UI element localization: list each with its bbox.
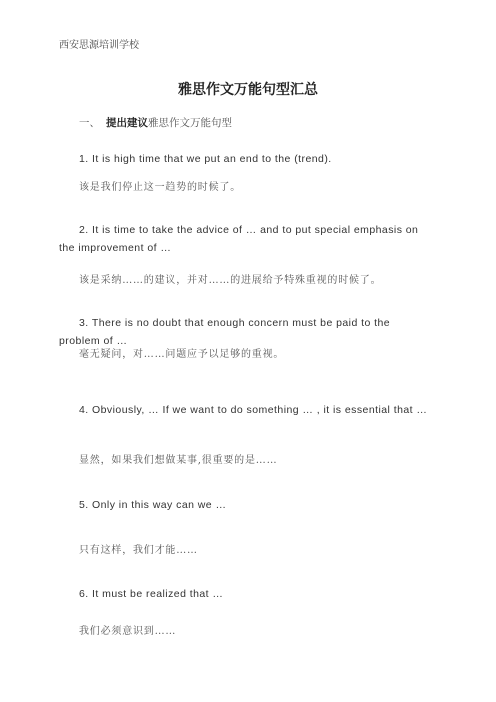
sentence-zh-1: 该是我们停止这一趋势的时候了。 [79,182,241,193]
page-title: 雅思作文万能句型汇总 [178,82,318,98]
section-number: 一、 [79,117,100,129]
section-subtitle: 雅思作文万能句型 [148,117,232,129]
section-heading [79,115,232,130]
page-header: 西安思源培训学校 [59,40,139,51]
sentence-en-2: 2. It is time to take the advice of … and to put special emphasis on the improvement of … [59,224,419,254]
sentence-en-6: 6. It must be realized that … [79,588,224,600]
sentence-zh-5: 只有这样，我们才能…… [79,545,198,556]
sentence-zh-6: 我们必须意识到…… [79,626,177,637]
sentence-en-5: 5. Only in this way can we … [79,499,227,511]
sentence-en-3: 3. There is no doubt that enough concern must be paid to the problem of … [59,317,391,347]
sentence-zh-3: 毫无疑问，对……问题应予以足够的重视。 [79,349,285,360]
sentence-zh-2: 该是采纳……的建议，并对……的进展给予特殊重视的时候了。 [79,275,382,286]
sentence-en-4: 4. Obviously, … If we want to do something … , it is essential that … [79,404,428,416]
sentence-en-1: 1. It is high time that we put an end to the (trend). [79,153,332,165]
section-keyword: 提出建议 [106,117,148,129]
sentence-zh-4: 显然，如果我们想做某事,很重要的是…… [79,455,278,466]
